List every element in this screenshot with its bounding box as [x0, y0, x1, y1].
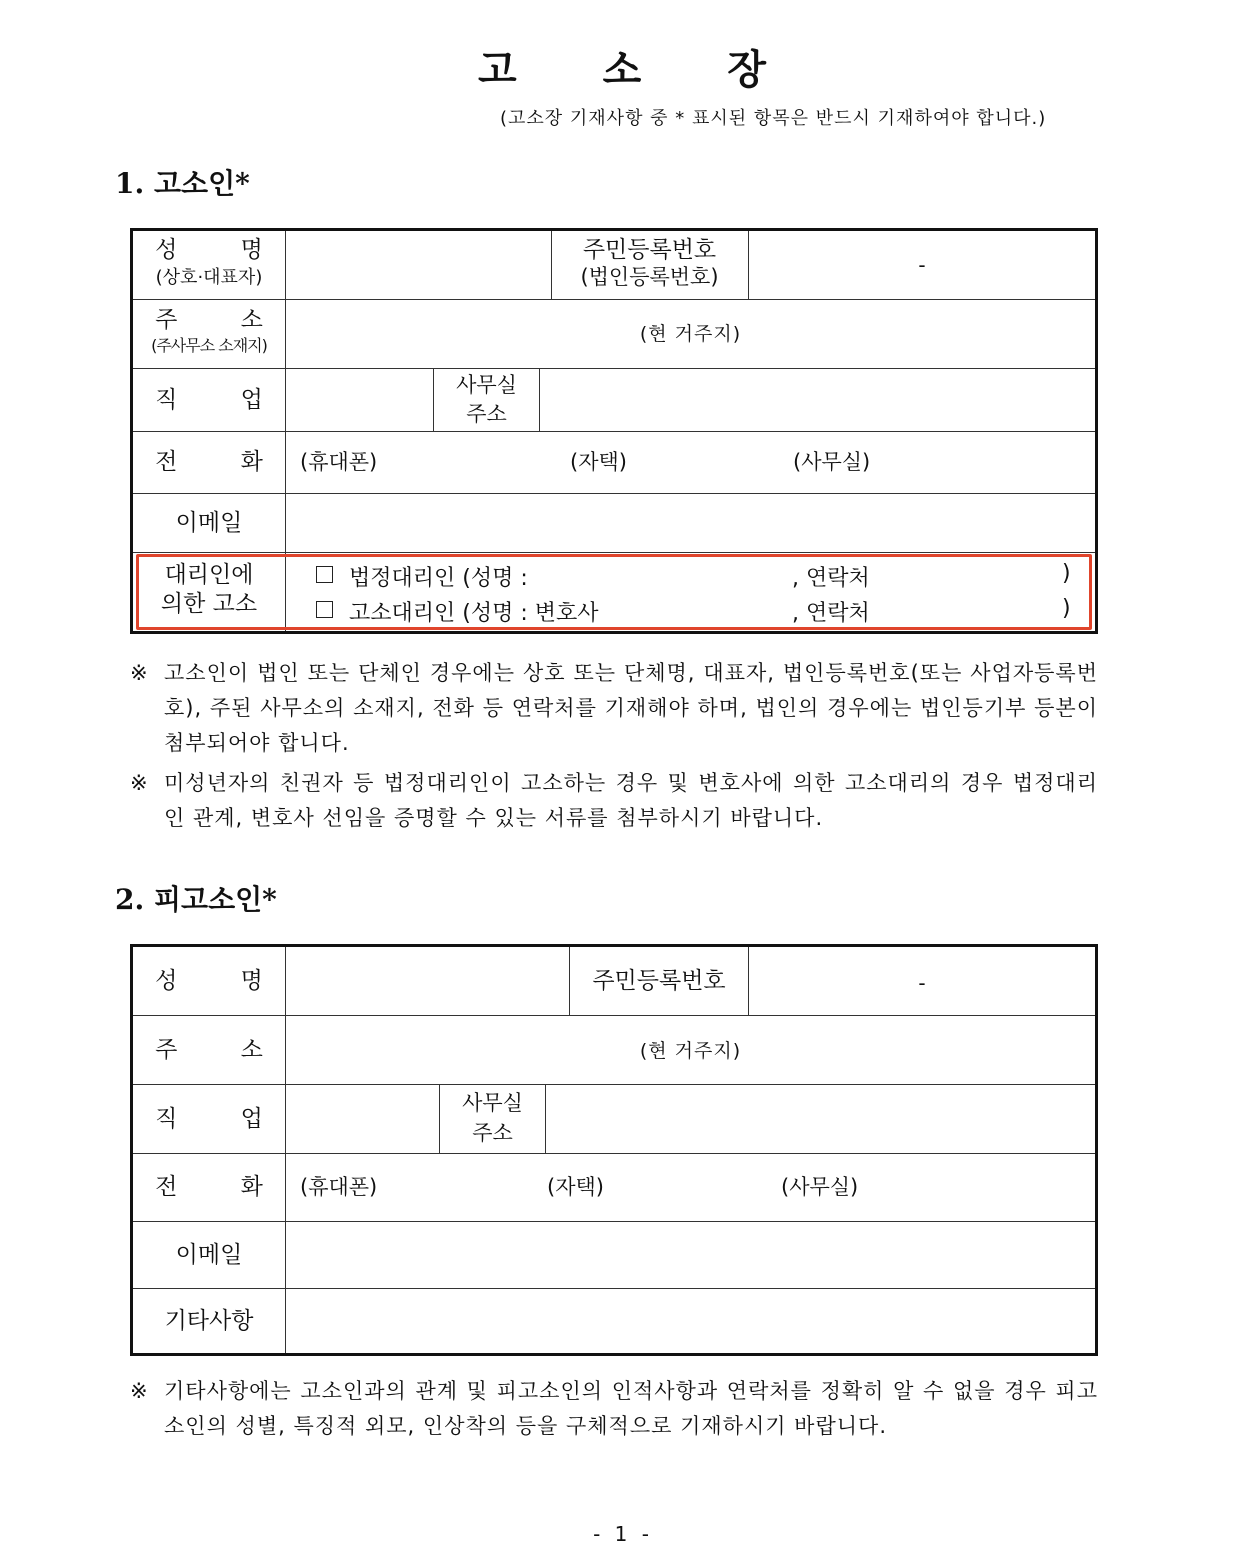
complainant-address-field[interactable]: (현 거주지) — [639, 323, 742, 345]
attorney-rep-contact: , 연락처 — [792, 601, 870, 626]
legal-rep-contact: , 연락처 — [792, 566, 870, 591]
title-char-3: 장 — [727, 47, 768, 93]
note-mark: ※ — [130, 661, 149, 685]
complainant-phone-field[interactable] — [286, 432, 1095, 493]
defendant-job-label: 직 업 — [155, 1106, 291, 1132]
complainant-address-label: 주 소 (주사무소 소재지) — [151, 307, 291, 355]
defendant-job-field[interactable] — [286, 1085, 439, 1153]
legal-rep-close: ) — [1062, 561, 1071, 586]
defendant-etc-label: 기타사항 — [164, 1308, 254, 1334]
defendant-office-field[interactable] — [546, 1085, 1095, 1153]
attorney-rep-close: ) — [1062, 596, 1071, 621]
note-1: ※ 고소인이 법인 또는 단체인 경우에는 상호 또는 단체명, 대표자, 법인등록번호(또는 사업자등록번호), 주된 사무소의 소재지, 전화 등 연락처를 기재해야 하며, 법인의 경우에는 법인등기부 등본이 첨부되어야 합니다. — [130, 656, 1098, 761]
note-mark: ※ — [130, 1379, 149, 1403]
section1-heading: 1. 고소인* — [115, 167, 250, 200]
page-number: - 1 - — [593, 1522, 653, 1546]
representative-label: 대리인에 의한 고소 — [160, 562, 258, 617]
complainant-rrn-label: 주민등록번호 (법인등록번호) — [580, 237, 719, 289]
defendant-rrn-field[interactable]: - — [918, 971, 926, 995]
phone-home-label: (자택) — [570, 450, 627, 474]
complainant-rrn-field[interactable]: - — [918, 253, 926, 277]
defendant-name-label: 성 명 — [155, 968, 291, 994]
defendant-phone-field[interactable] — [286, 1154, 1095, 1221]
complainant-email-label: 이메일 — [175, 510, 243, 536]
title-char-1: 고 — [478, 47, 519, 93]
attorney-rep-text: 고소대리인 (성명 : 변호사 — [349, 601, 599, 626]
defendant-address-field[interactable]: (현 거주지) — [639, 1040, 742, 1062]
note-3: ※ 기타사항에는 고소인과의 관계 및 피고소인의 인적사항과 연락처를 정확히 알 수 없을 경우 피고소인의 성별, 특징적 외모, 인상착의 등을 구체적으로 기재하시기 바랍니다. — [130, 1374, 1098, 1444]
complainant-job-field[interactable] — [286, 369, 433, 431]
phone-office-label: (사무실) — [781, 1175, 859, 1199]
note-mark: ※ — [130, 771, 149, 795]
complainant-email-field[interactable] — [286, 494, 1095, 552]
complainant-name-field[interactable] — [286, 231, 551, 299]
representative-highlight — [136, 554, 1092, 630]
legal-rep-text: 법정대리인 (성명 : — [349, 566, 528, 591]
defendant-email-field[interactable] — [286, 1222, 1095, 1288]
defendant-name-field[interactable] — [286, 947, 569, 1015]
note-2: ※ 미성년자의 친권자 등 법정대리인이 고소하는 경우 및 변호사에 의한 고소대리의 경우 법정대리인 관계, 변호사 선임을 증명할 수 있는 서류를 첨부하시기 바랍니다. — [130, 766, 1098, 836]
defendant-rrn-label: 주민등록번호 — [592, 968, 726, 994]
phone-mobile-label: (휴대폰) — [300, 1175, 378, 1199]
document-title — [0, 38, 1246, 95]
defendant-phone-label: 전 화 — [155, 1174, 291, 1200]
complainant-office-field[interactable] — [540, 369, 1095, 431]
phone-home-label: (자택) — [547, 1175, 604, 1199]
complainant-office-label: 사무실 주소 — [456, 373, 517, 426]
instruction-note: (고소장 기재사항 중 * 표시된 항목은 반드시 기재하여야 합니다.) — [500, 108, 1047, 129]
complainant-job-label: 직 업 — [155, 387, 291, 413]
defendant-office-label: 사무실 주소 — [462, 1091, 523, 1145]
phone-mobile-label: (휴대폰) — [300, 450, 378, 474]
phone-office-label: (사무실) — [793, 450, 871, 474]
section2-heading: 2. 피고소인* — [115, 883, 277, 916]
title-char-2: 소 — [602, 47, 644, 93]
defendant-etc-field[interactable] — [286, 1289, 1095, 1353]
defendant-form — [130, 944, 1098, 1356]
defendant-address-label: 주 소 — [155, 1037, 291, 1063]
defendant-email-label: 이메일 — [175, 1242, 243, 1268]
complainant-name-label: 성 명 (상호·대표자) — [155, 237, 291, 288]
complainant-phone-label: 전 화 — [155, 449, 291, 475]
